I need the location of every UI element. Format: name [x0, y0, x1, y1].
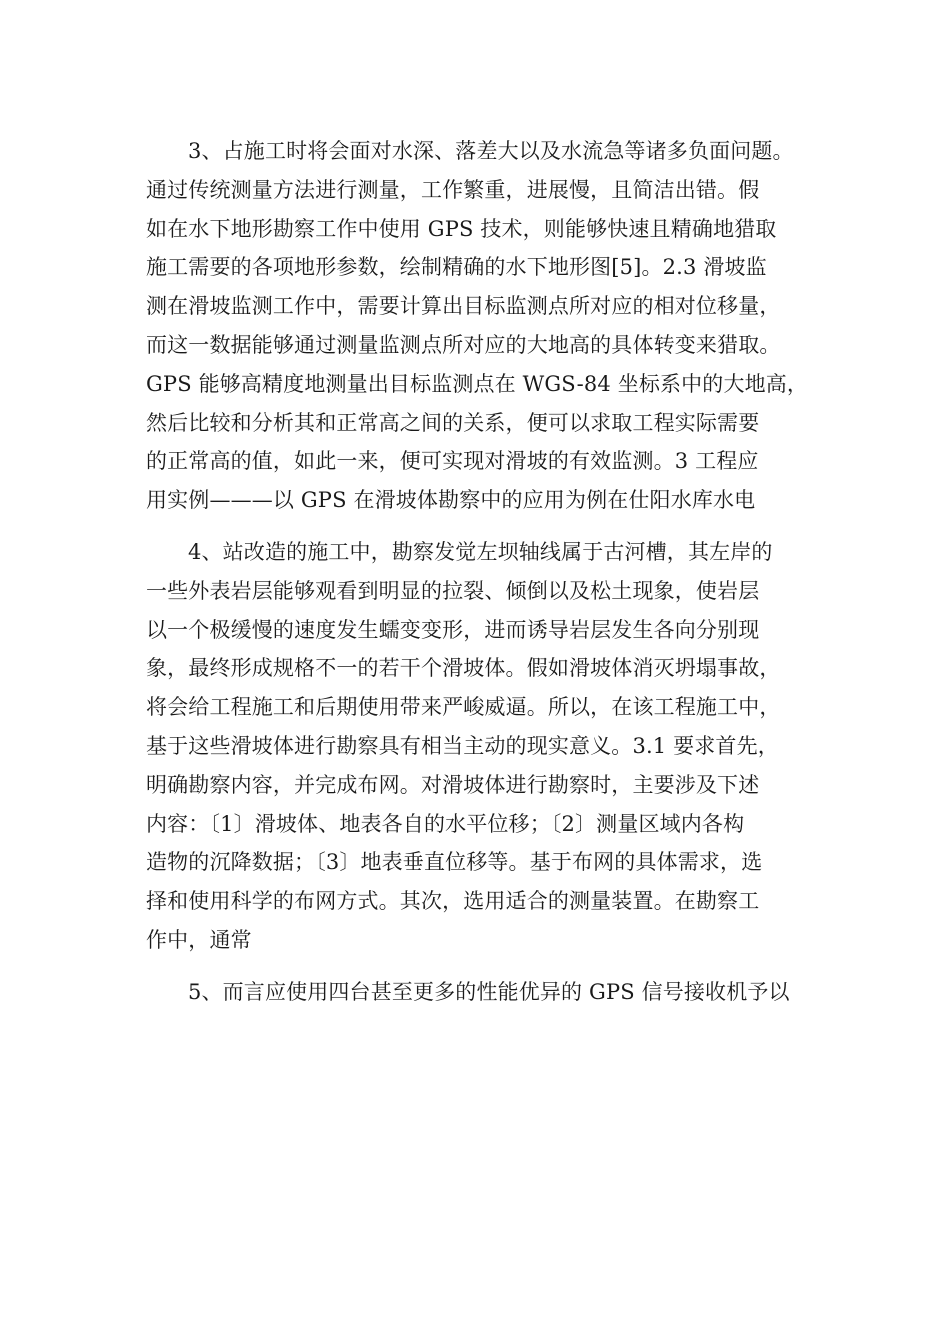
text-line: 通过传统测量方法进行测量，工作繁重，进展慢，且简洁出错。假 [146, 177, 760, 202]
text-line: 明确勘察内容，并完成布网。对滑坡体进行勘察时，主要涉及下述 [146, 772, 760, 797]
text-line: 的正常高的值，如此一来，便可实现对滑坡的有效监测。3 工程应 [146, 449, 759, 474]
text-line: 3、占施工时将会面对水深、落差大以及水流急等诸多负面问题。 [188, 139, 794, 163]
text-line: 用实例———以 GPS 在滑坡体勘察中的应用为例在仕阳水库水电 [146, 488, 756, 513]
text-line: 施工需要的各项地形参数，绘制精确的水下地形图[5]。2.3 滑坡监 [146, 255, 767, 280]
text-line: 择和使用科学的布网方式。其次，选用适合的测量装置。在勘察工 [146, 889, 760, 914]
text-line: 4、站改造的施工中，勘察发觉左坝轴线属于古河槽，其左岸的 [188, 539, 773, 564]
text-line: 一些外表岩层能够观看到明显的拉裂、倾倒以及松土现象，使岩层 [146, 578, 760, 603]
text-line: 造物的沉降数据；〔3〕地表垂直位移等。基于布网的具体需求，选 [146, 850, 763, 875]
text-line: 将会给工程施工和后期使用带来严峻威逼。所以，在该工程施工中， [146, 695, 781, 720]
text-line: 测在滑坡监测工作中，需要计算出目标监测点所对应的相对位移量， [146, 294, 781, 319]
text-line: 5、而言应使用四台甚至更多的性能优异的 GPS 信号接收机予以 [188, 979, 790, 1004]
paragraph-4 [146, 533, 826, 960]
text-line: 然后比较和分析其和正常高之间的关系，便可以求取工程实际需要 [146, 410, 760, 435]
text-line: 作中，通常 [146, 927, 252, 952]
paragraph-3 [146, 132, 826, 520]
text-line: 基于这些滑坡体进行勘察具有相当主动的现实意义。3.1 要求首先， [146, 733, 779, 758]
paragraph-5 [146, 973, 826, 1012]
body-text [146, 132, 826, 1012]
text-line: 象，最终形成规格不一的若干个滑坡体。假如滑坡体消灭坍塌事故， [146, 656, 781, 681]
text-line: 内容：〔1〕滑坡体、地表各自的水平位移；〔2〕测量区域内各构 [146, 811, 745, 836]
text-line: 而这一数据能够通过测量监测点所对应的大地高的具体转变来猎取。 [146, 332, 781, 357]
text-line: 以一个极缓慢的速度发生蠕变变形，进而诱导岩层发生各向分别现 [146, 617, 760, 642]
text-line: GPS 能够高精度地测量出目标监测点在 WGS-84 坐标系中的大地高， [146, 371, 809, 396]
text-line: 如在水下地形勘察工作中使用 GPS 技术，则能够快速且精确地猎取 [146, 216, 777, 241]
